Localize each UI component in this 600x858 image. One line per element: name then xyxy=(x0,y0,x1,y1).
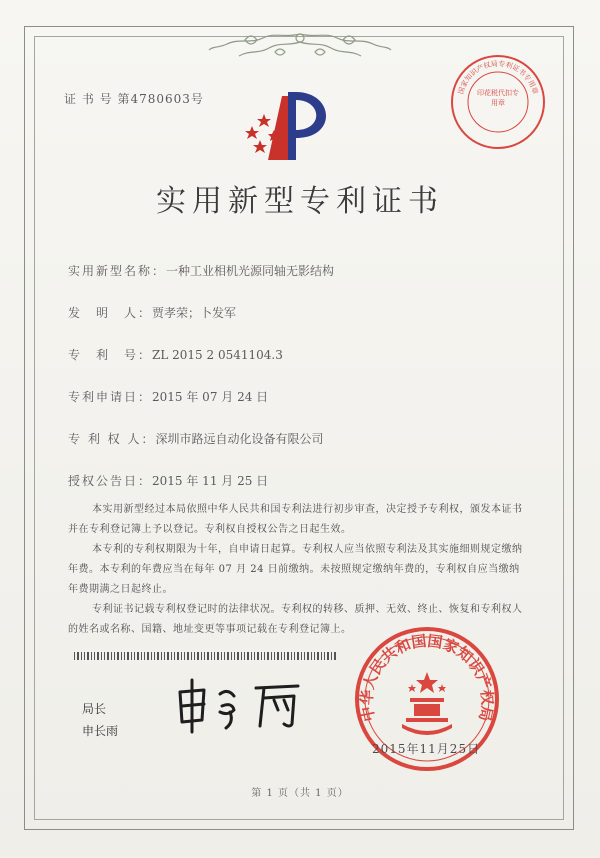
field-grant-date xyxy=(68,472,268,489)
field-patentee xyxy=(68,430,323,447)
field-label: 专 利 号： xyxy=(68,348,153,362)
field-label: 发 明 人： xyxy=(68,306,153,320)
body-paragraph: 本专利的专利权期限为十年，自申请日起算。专利权人应当依照专利法及其实施细则规定缴纳年费。本专利的年费应当在每年 07 月 24 日前缴纳。未按照规定缴纳年费的，专利权自应当缴纳年费期满之日起终止。 xyxy=(68,544,523,595)
field-application-date xyxy=(68,388,268,405)
svg-text:中华人民共和国国家知识产权局: 中华人民共和国国家知识产权局 xyxy=(357,631,497,724)
page-number: 第 1 页（共 1 页） xyxy=(251,788,349,799)
field-patent-number xyxy=(68,346,283,363)
tax-seal-center-text: 印花税代扣专用章 xyxy=(477,89,519,107)
field-value: 2015 年 07 月 24 日 xyxy=(152,390,269,404)
field-value: 一种工业相机光源同轴无影结构 xyxy=(166,264,335,278)
field-value: 深圳市路远自动化设备有限公司 xyxy=(155,432,324,446)
svg-text:国家知识产权局专利证书专用章: 国家知识产权局专利证书专用章 xyxy=(456,59,540,96)
director-title: 局长 xyxy=(82,702,107,716)
patent-office-logo-icon xyxy=(238,86,348,166)
field-value: 贾孝荣；卜发军 xyxy=(152,306,237,320)
certificate-number: 证 书 号 第4780603号 xyxy=(64,92,204,106)
body-paragraph: 专利证书记载专利权登记时的法律状况。专利权的转移、质押、无效、终止、恢复和专利权人的姓名或名称、国籍、地址变更等事项记载在专利登记簿上。 xyxy=(68,604,523,635)
tax-stamp-seal xyxy=(448,52,548,152)
body-paragraph: 本实用新型经过本局依照中华人民共和国专利法进行初步审查，决定授予专利权，颁发本证书并在专利登记簿上予以登记。专利权自授权公告之日起生效。 xyxy=(68,504,523,535)
field-label: 专 利 权 人： xyxy=(68,432,156,446)
barcode xyxy=(74,652,338,660)
top-ornament xyxy=(205,28,395,66)
field-value: 2015 年 11 月 25 日 xyxy=(152,474,269,488)
page-title: 实用新型专利证书 xyxy=(156,184,444,219)
field-value: ZL 2015 2 0541104.3 xyxy=(152,348,283,362)
field-label: 实用新型名称： xyxy=(68,264,167,278)
certificate-body xyxy=(68,500,528,640)
field-label: 授权公告日： xyxy=(68,474,153,488)
seal-date: 2015年11月25日 xyxy=(372,742,481,756)
field-inventor xyxy=(68,304,236,321)
director-name: 申长雨 xyxy=(82,724,119,738)
director-signature xyxy=(170,676,310,734)
field-label: 专利申请日： xyxy=(68,390,153,404)
field-utility-model-name xyxy=(68,262,334,279)
